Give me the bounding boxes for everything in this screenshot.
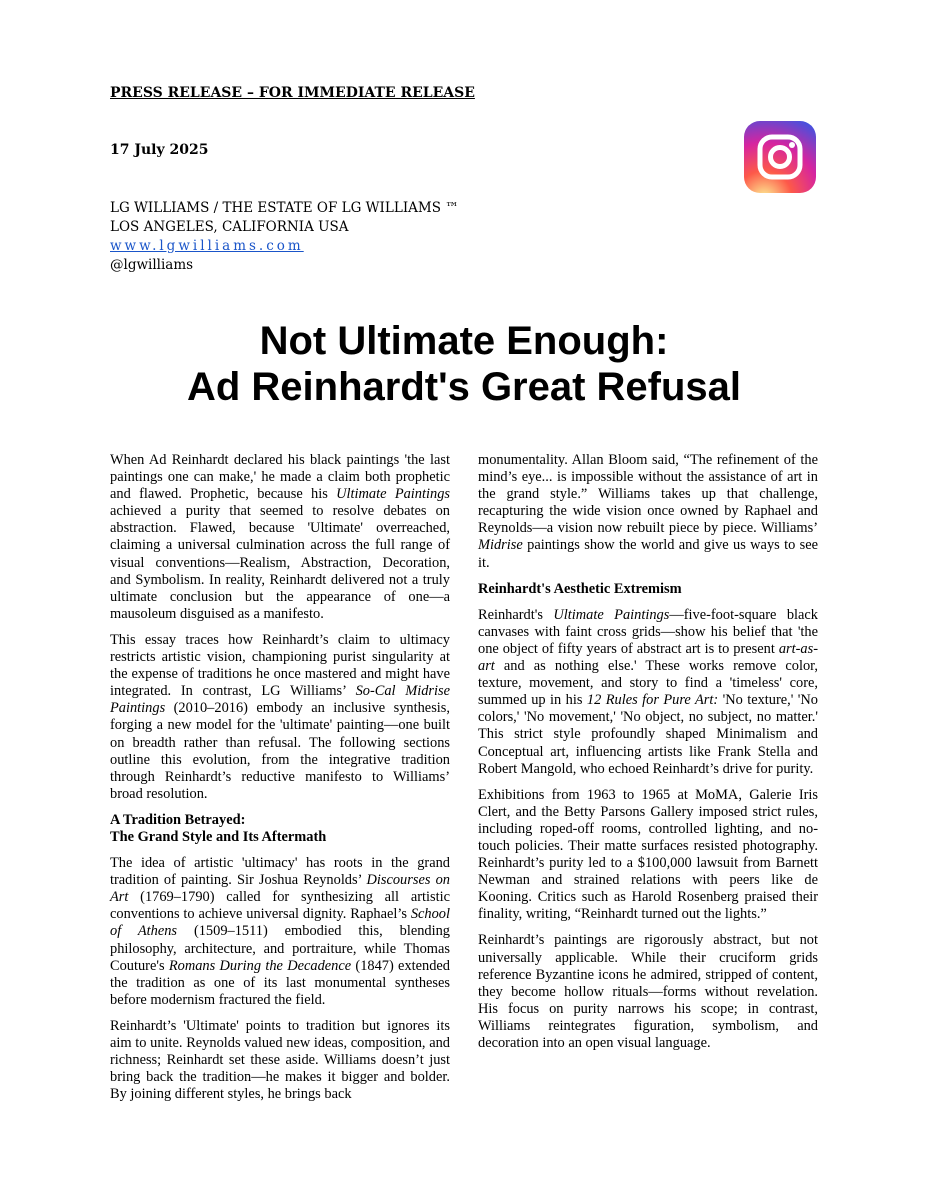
text-run: monumentality. Allan Bloom said, “The refinement of the mind’s eye... is impossible without the assistance of art in the grand style.” Williams takes up that challenge, recapturing the wide vision once owned by Raphael and Reynolds—a vision now rebuilt piece by piece. Williams’ bbox=[478, 452, 818, 537]
text-run: Exhibitions from 1963 to 1965 at MoMA, Galerie Iris Clert, and the Betty Parsons Gallery imposed strict rules, including roped-off rooms, controlled lighting, and no-touch policies. Their matte surfaces resisted photography. Reinhardt’s purity led to a $100,000 lawsuit from Barnett Newman and strained relations with peers like de Kooning. Critics such as Harold Rosenberg praised their finality, writing, “Reinhardt turned out the lights.” bbox=[478, 786, 818, 923]
text-run: —five-foot-square black canvases with faint cross grids—show his belief that 'the one object of fifty years of abstract art is to present bbox=[478, 606, 818, 657]
italic-title: art-as-art bbox=[478, 640, 818, 675]
paragraph bbox=[478, 787, 818, 924]
paragraph bbox=[478, 932, 818, 1052]
italic-title: Discourses on Art bbox=[110, 872, 450, 906]
press-release-heading: PRESS RELEASE – FOR IMMEDIATE RELEASE bbox=[110, 85, 475, 101]
section-heading-line: The Grand Style and Its Aftermath bbox=[110, 828, 327, 845]
italic-title: Ultimate Paintings bbox=[336, 486, 450, 503]
text-run: The idea of artistic 'ultimacy' has roots in the grand tradition of painting. Sir Joshua Reynolds’ bbox=[110, 855, 450, 889]
paragraph bbox=[478, 607, 818, 778]
title-line-1: Not Ultimate Enough: bbox=[259, 319, 669, 363]
italic-title: 12 Rules for Pure Art: bbox=[586, 692, 719, 709]
text-run: (2010–2016) embody an inclusive synthesis, forging a new model for the 'ultimate' painting—one built on breadth rather than refusal. The following sections outline this evolution, from the integrative tradition through Reinhardt’s reductive manifesto to Williams’ broad resolution. bbox=[110, 700, 450, 802]
italic-title: School of Athens bbox=[110, 906, 450, 940]
website-link[interactable]: www.lgwilliams.com bbox=[110, 238, 304, 254]
release-date: 17 July 2025 bbox=[110, 142, 209, 158]
text-run: (1769–1790) called for synthesizing all artistic conventions to achieve universal dignity. Raphael’s bbox=[110, 889, 450, 923]
italic-title: Romans During the Decadence bbox=[168, 957, 352, 974]
paragraph bbox=[110, 632, 450, 803]
italic-title: Midrise bbox=[478, 537, 523, 554]
text-run: (1847) extended the tradition as one of its last monumental syntheses before modernism fractured the field. bbox=[110, 957, 450, 1008]
text-run: and as nothing else.' These works remove color, texture, movement, and story to find a 'timeless' core, summed up in his bbox=[478, 658, 818, 709]
paragraph bbox=[110, 855, 450, 1009]
paragraph bbox=[478, 452, 818, 572]
text-run: Reinhardt's bbox=[478, 606, 554, 623]
organization-name: LG WILLIAMS / THE ESTATE OF LG WILLIAMS ™ bbox=[110, 200, 459, 216]
section-heading-line: A Tradition Betrayed: bbox=[110, 811, 246, 828]
contact-block bbox=[110, 199, 459, 275]
section-heading: Reinhardt's Aesthetic Extremism bbox=[478, 580, 682, 597]
text-run: 'No texture,' 'No colors,' 'No movement,' 'No object, no subject, no matter.' This strict style profoundly shaped Minimalism and Conceptual art, influencing artists like Frank Stella and Robert Mangold, who echoed Reinhardt’s drive for purity. bbox=[478, 692, 818, 777]
paragraph bbox=[110, 1018, 450, 1103]
paragraph bbox=[110, 452, 450, 623]
location: LOS ANGELES, CALIFORNIA USA bbox=[110, 219, 349, 235]
page-title bbox=[0, 318, 928, 410]
title-line-2: Ad Reinhardt's Great Refusal bbox=[186, 365, 742, 409]
italic-title: Ultimate Paintings bbox=[553, 606, 670, 623]
social-handle: @lgwilliams bbox=[110, 257, 194, 273]
text-run: paintings show the world and give us ways to see it. bbox=[478, 537, 818, 571]
text-run: (1509–1511) embodied this, blending philosophy, architecture, and portraiture, while Thomas Couture's bbox=[110, 923, 451, 974]
left-column bbox=[110, 452, 450, 1112]
text-run: When Ad Reinhardt declared his black paintings 'the last paintings one can make,' he made a claim both prophetic and flawed. Prophetic, because his bbox=[110, 452, 450, 503]
instagram-icon[interactable] bbox=[744, 121, 816, 193]
section-heading bbox=[110, 812, 450, 846]
italic-title: So-Cal Midrise Paintings bbox=[110, 683, 450, 717]
right-column bbox=[478, 452, 818, 1061]
text-run: achieved a purity that seemed to resolve debates on abstraction. Flawed, because 'Ultimate' overreached, claiming a universal culmination across the full range of visual conventions—Realism, Abstraction, Decoration, and Symbolism. In reality, Reinhardt delivered not a truly ultimate conclusion but the appearance of one—a mausoleum disguised as a manifesto. bbox=[110, 503, 450, 622]
text-run: Reinhardt’s paintings are rigorously abstract, but not universally applicable. While their cruciform grids reference Byzantine icons he admired, stripped of content, they become hollow rituals—forms without revelation. His focus on purity narrows his scope; in contrast, Williams reintegrates figuration, symbolism, and decoration into an open visual language. bbox=[478, 932, 818, 1051]
text-run: Reinhardt’s 'Ultimate' points to tradition but ignores its aim to unite. Reynolds valued new ideas, composition, and richness; Reinhardt set these aside. Williams doesn’t just bring back the tradition—he makes it bigger and bolder. By joining different styles, he brings back bbox=[110, 1017, 450, 1103]
text-run: This essay traces how Reinhardt’s claim to ultimacy restricts artistic vision, championing purist singularity at the expense of traditions he once mastered and might have integrated. In contrast, LG Williams’ bbox=[110, 631, 450, 700]
